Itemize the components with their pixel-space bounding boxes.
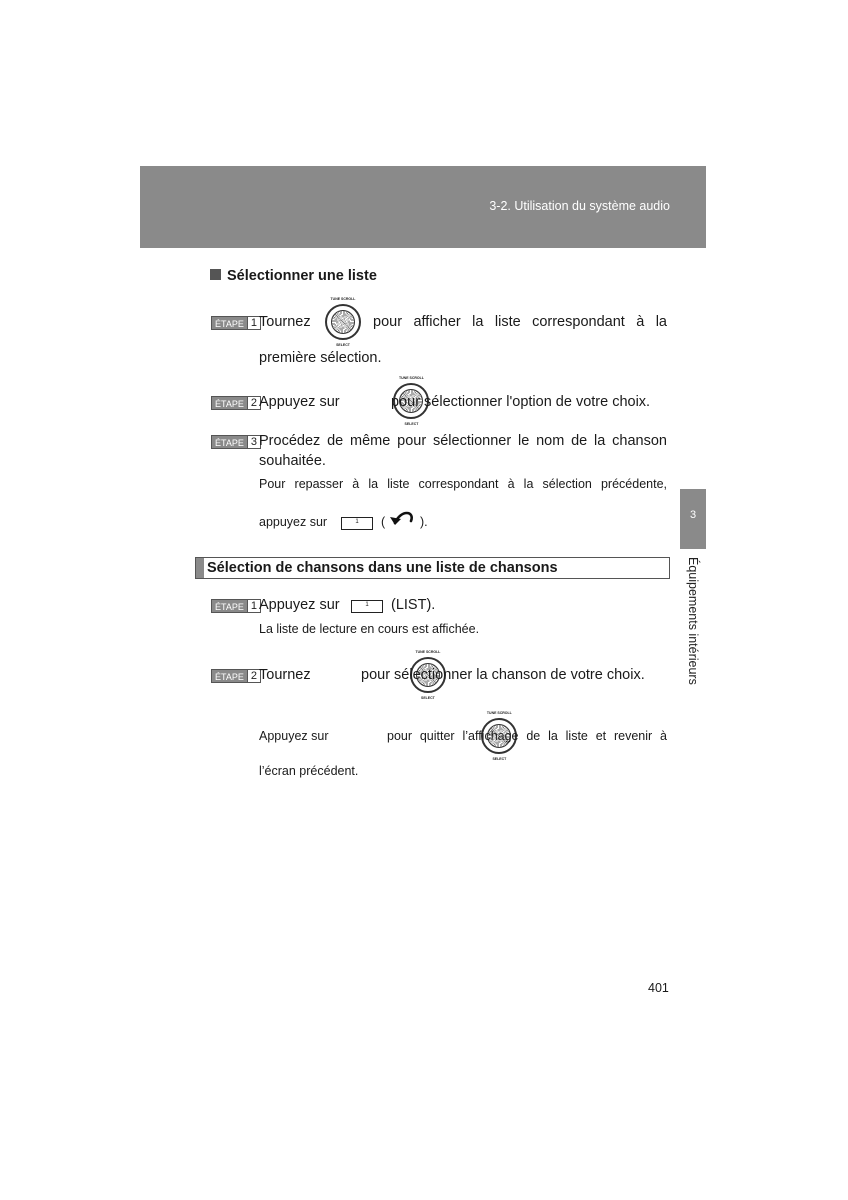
step1-text-before: Tournez (259, 314, 311, 330)
back-arrow-icon (389, 507, 417, 529)
s2-step2-text-before: Tournez (259, 667, 311, 683)
step2-text-after: pour sélectionner l'option de votre choix. (391, 394, 651, 410)
step3-text-line2: souhaitée. (259, 453, 326, 469)
section-title-text: Sélectionner une liste (227, 268, 377, 284)
note-paren-open: ( (381, 515, 386, 529)
final-note-before: Appuyez sur (259, 729, 329, 743)
chapter-header-band (140, 166, 706, 248)
step-badge-3: ÉTAPE 3 (211, 433, 261, 451)
page-number: 401 (648, 981, 669, 995)
step-badge-1: ÉTAPE 1 (211, 597, 261, 615)
chapter-header-title: 3-2. Utilisation du système audio (489, 199, 670, 213)
note-before: appuyez sur (259, 515, 328, 529)
chapter-side-label: Équipements intérieurs (686, 557, 700, 685)
final-note-continued: l’écran précédent. (259, 764, 359, 778)
square-bullet-icon (210, 269, 221, 280)
preset-button-icon: 1 (341, 515, 373, 533)
step1-text-after: pour afficher la liste correspondant à la (373, 314, 667, 330)
chapter-side-tab (680, 489, 706, 549)
s2-step1-note: La liste de lecture en cours est affichée. (259, 622, 480, 636)
note-line1: Pour repasser à la liste correspondant à la sélection précédente, (259, 477, 667, 491)
preset-button-icon: 1 (351, 598, 383, 616)
s2-step1-text-after: (LIST). (391, 597, 436, 613)
section-title-select-list (210, 268, 377, 284)
tune-scroll-knob-icon: TUNE SCROLL SELECT (478, 711, 520, 763)
s2-step1-text-before: Appuyez sur (259, 597, 340, 613)
step2-text-before: Appuyez sur (259, 394, 340, 410)
section-title-songs: Sélection de chansons dans une liste de chansons (207, 560, 558, 576)
step3-text-line1: Procédez de même pour sélectionner le nom de la chanson (259, 433, 667, 449)
s2-step2-text-after: pour sélectionner la chanson de votre choix. (361, 667, 645, 683)
step1-text-continued: première sélection. (259, 350, 382, 366)
chapter-number: 3 (689, 509, 697, 521)
step-badge-2: ÉTAPE 2 (211, 667, 261, 685)
section-title-bar (195, 557, 670, 579)
step-badge-1: ÉTAPE 1 (211, 314, 261, 332)
section-bar-stripe (196, 558, 204, 578)
step-badge-2: ÉTAPE 2 (211, 394, 261, 412)
tune-scroll-knob-icon: TUNE SCROLL SELECT (322, 297, 364, 349)
final-note-after: pour quitter l’affichage de la liste et revenir à (387, 729, 667, 743)
tune-scroll-knob-icon: TUNE SCROLL SELECT (407, 650, 449, 702)
note-paren-close: ). (420, 515, 428, 529)
tune-scroll-knob-icon: TUNE SCROLL SELECT (390, 376, 432, 428)
